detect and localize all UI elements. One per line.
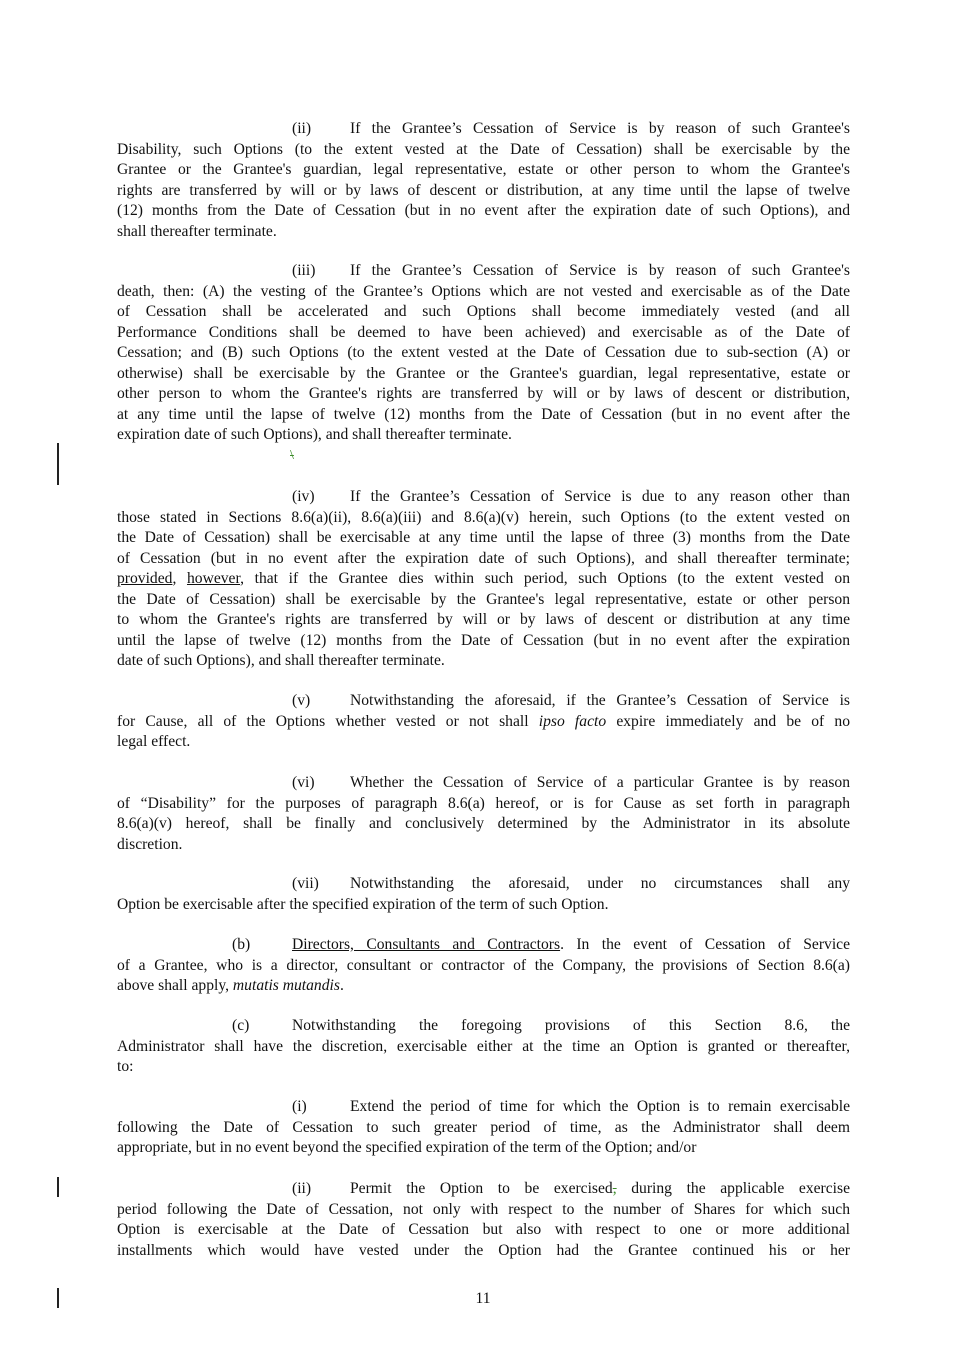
paragraph-label: (b) bbox=[232, 936, 251, 953]
paragraph-c-i: (i) Extend the period of time for which the Option is to remain exercisable following the Date of Cessation to such greater period of time, as the Administrator shall deem appropriate, but in no event beyond the specified expiration of the term of the Option; and/or bbox=[117, 1098, 850, 1156]
paragraph-a-iv: (iv) If the Grantee’s Cessation of Service is due to any reason other than those stated in Sections 8.6(a)(ii), 8.6(a)(iii) and 8.6(a)(v) herein, such Options (to the extent vested on the Date of Cessation) shall be exercisable at any time until the lapse of three (3) months from the Date of Cessation (but in no event after the expiration date of such Options), and shall thereafter terminate; provided, however, that if the Grantee dies within such period, such Options (to the extent vested on the Date of Cessation) shall be exercisable by the Grantee's legal representative, estate or other person to whom the Grantee's rights are transferred by will or by laws of descent or distribution at any time until the lapse of twelve (12) months from the Date of Cessation (but in no event after the expiration date of such Options), and shall thereafter terminate. bbox=[117, 488, 850, 669]
paragraph-a-vii: (vii) Notwithstanding the aforesaid, under no circumstances shall any Option be exercisable after the specified expiration of the term of such Option. bbox=[117, 875, 850, 913]
section-heading: Directors, Consultants and Contractors bbox=[292, 936, 561, 953]
paragraph-label: (i) bbox=[292, 1098, 307, 1115]
paragraph-label: (c) bbox=[232, 1017, 250, 1034]
paragraph-a-ii: (ii) If the Grantee’s Cessation of Service is by reason of such Grantee's Disability, such Options (to the extent vested at the Date of Cessation) shall be exercisable by the Grantee or the Grantee's guardian, legal representative, estate or other person to whom the Grantee's rights are transferred by will or by laws of descent or distribution, at any time until the lapse of twelve (12) months from the Date of Cessation (but in no event after the expiration date of such Options), and shall thereafter terminate. bbox=[117, 120, 850, 240]
revision-change-bar bbox=[57, 1177, 59, 1197]
paragraph-a-iii: (iii) If the Grantee’s Cessation of Service is by reason of such Grantee's death, then: (A) the vesting of the Grantee’s Options which are not vested and exercisable as of the Date of Cessation shall be accelerated and such Options shall become immediately vested (and all Performance Conditions shall be deemed to have been achieved) and exercisable as of the Date of Cessation; and (B) such Options (to the extent vested at the Date of Cessation due to sub-section (A) or otherwise) shall be exercisable by the Grantee or the Grantee's guardian, legal representative, estate or other person to whom the Grantee's rights are transferred by will or by laws of descent or distribution, at any time until the lapse of twelve (12) months from the Date of Cessation (but in no event after the expiration date of such Options), and shall thereafter terminate. bbox=[117, 262, 850, 443]
paragraph-label: (vi) bbox=[292, 774, 315, 791]
paragraph-c-ii: (ii) Permit the Option to be exercised, during the applicable exercise period following the Date of Cessation, not only with respect to the number of Shares for which such Option is exercisable at the Date of Cessation but also with respect to one or more additional installments which would have vested under the Option had the Grantee continued his or her bbox=[117, 1180, 850, 1259]
paragraph-label: (ii) bbox=[292, 1180, 312, 1197]
paragraph-label: (vii) bbox=[292, 875, 319, 892]
revision-change-bar bbox=[57, 443, 59, 485]
paragraph-c: (c) Notwithstanding the foregoing provisions of this Section 8.6, the Administrator shall have the discretion, exercisable either at the time an Option is granted or thereafter, to: bbox=[117, 1017, 850, 1075]
paragraph-label: (ii) bbox=[292, 120, 312, 137]
defined-term-however: however bbox=[186, 570, 241, 587]
page-number: 11 bbox=[475, 1290, 491, 1307]
paragraph-b: (b) Directors, Consultants and Contractors. In the event of Cessation of Service of a Grantee, who is a director, consultant or contractor of the Company, the provisions of Section 8.6(a) above shall apply, mutatis mutandis. bbox=[117, 936, 850, 994]
defined-term-provided: provided bbox=[117, 570, 173, 587]
deleted-revision-mark: \ bbox=[290, 448, 294, 463]
paragraph-label: (v) bbox=[292, 692, 311, 709]
paragraph-a-v: (v) Notwithstanding the aforesaid, if the Grantee’s Cessation of Service is for Cause, all of the Options whether vested or not shall ipso facto expire immediately and be of no legal effect. bbox=[117, 692, 850, 750]
deleted-comma: , bbox=[612, 1180, 617, 1197]
paragraph-a-vi: (vi) Whether the Cessation of Service of a particular Grantee is by reason of “Disability” for the purposes of paragraph 8.6(a) hereof, or is for Cause as set forth in paragraph 8.6(a)(v) hereof, shall be finally and conclusively determined by the Administrator in its absolute discretion. bbox=[117, 774, 850, 853]
paragraph-label: (iii) bbox=[292, 262, 316, 279]
paragraph-label: (iv) bbox=[292, 488, 315, 505]
